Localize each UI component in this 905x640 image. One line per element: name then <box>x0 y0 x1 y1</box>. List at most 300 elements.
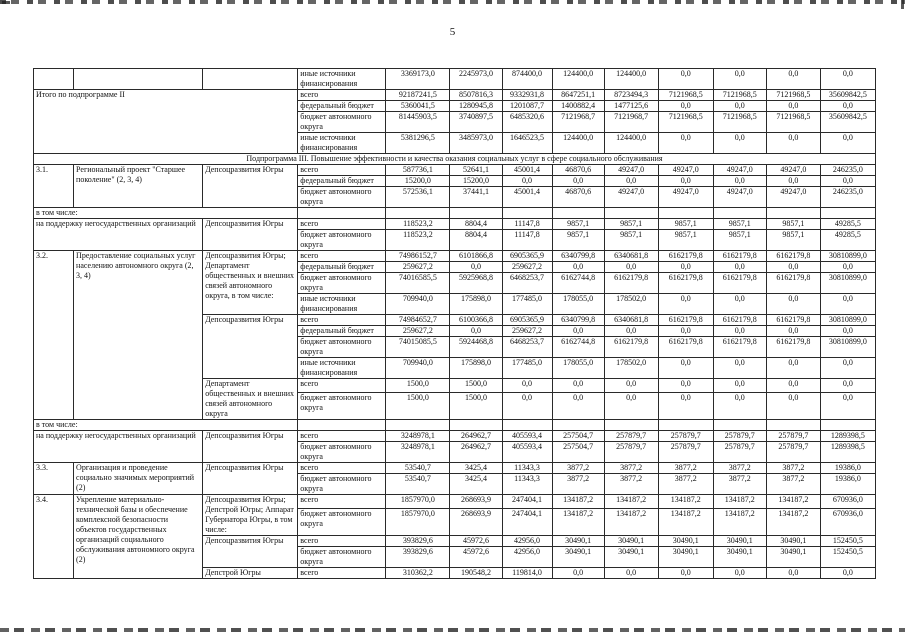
funding-source-cell: всего <box>298 431 386 442</box>
value-cell: 572536,1 <box>386 187 450 208</box>
value-cell: 0,0 <box>713 393 766 420</box>
value-cell: 3877,2 <box>713 474 766 495</box>
page-number: 5 <box>449 26 456 38</box>
value-cell: 81445903,5 <box>386 112 450 133</box>
value-cell: 124400,0 <box>604 69 658 90</box>
value-cell: 178502,0 <box>604 294 658 315</box>
executor-cell: Депсоцразвития Югры <box>203 219 298 251</box>
value-cell: 1477125,6 <box>604 101 658 112</box>
table-row <box>34 463 876 474</box>
value-cell: 6162179,8 <box>766 251 820 262</box>
value-cell <box>386 208 450 219</box>
value-cell: 49247,0 <box>604 165 658 176</box>
value-cell <box>450 208 502 219</box>
value-cell: 124400,0 <box>604 133 658 154</box>
value-cell: 1500,0 <box>386 379 450 393</box>
value-cell <box>552 208 604 219</box>
value-cell: 30490,1 <box>713 547 766 568</box>
value-cell: 0,0 <box>766 358 820 379</box>
value-cell <box>713 208 766 219</box>
value-cell: 0,0 <box>713 176 766 187</box>
value-cell: 6468253,7 <box>502 337 552 358</box>
value-cell: 1400882,4 <box>552 101 604 112</box>
total-label-cell: Итого по подпрограмме II <box>34 90 298 154</box>
value-cell: 310362,2 <box>386 568 450 579</box>
funding-source-cell: всего <box>298 568 386 579</box>
value-cell: 0,0 <box>604 568 658 579</box>
value-cell: 9857,1 <box>552 219 604 230</box>
value-cell: 3877,2 <box>604 474 658 495</box>
value-cell: 0,0 <box>552 568 604 579</box>
value-cell: 45001,4 <box>502 187 552 208</box>
subtotal-label-cell: в том числе: <box>34 208 298 219</box>
value-cell: 0,0 <box>658 101 713 112</box>
value-cell: 0,0 <box>604 379 658 393</box>
executor-cell: Депсоцразвития Югры <box>203 536 298 568</box>
value-cell: 0,0 <box>820 393 875 420</box>
value-cell: 9332931,8 <box>502 90 552 101</box>
value-cell: 1289398,5 <box>820 442 875 463</box>
value-cell: 0,0 <box>552 393 604 420</box>
value-cell: 670936,0 <box>820 495 875 509</box>
value-cell: 0,0 <box>766 568 820 579</box>
table-row <box>34 495 876 509</box>
value-cell: 134187,2 <box>552 509 604 536</box>
scan-noise-corner-mark <box>2 1 10 4</box>
value-cell: 53540,7 <box>386 474 450 495</box>
value-cell: 6162179,8 <box>604 273 658 294</box>
value-cell: 1280945,8 <box>450 101 502 112</box>
value-cell: 9857,1 <box>658 219 713 230</box>
value-cell: 9857,1 <box>604 230 658 251</box>
value-cell: 0,0 <box>604 393 658 420</box>
value-cell: 7121968,7 <box>552 112 604 133</box>
value-cell: 7121968,5 <box>766 90 820 101</box>
value-cell: 9857,1 <box>766 219 820 230</box>
value-cell: 0,0 <box>604 326 658 337</box>
value-cell: 134187,2 <box>713 509 766 536</box>
value-cell: 30490,1 <box>604 536 658 547</box>
value-cell: 45972,6 <box>450 547 502 568</box>
value-cell <box>604 420 658 431</box>
scan-noise-bottom-edge <box>0 628 905 632</box>
value-cell: 0,0 <box>820 326 875 337</box>
value-cell: 259627,2 <box>386 262 450 273</box>
value-cell: 49247,0 <box>766 187 820 208</box>
value-cell: 5924468,8 <box>450 337 502 358</box>
value-cell: 9857,1 <box>766 230 820 251</box>
value-cell: 30490,1 <box>658 547 713 568</box>
funding-source-cell: иные источники финансирования <box>298 358 386 379</box>
value-cell: 74986152,7 <box>386 251 450 262</box>
value-cell <box>552 420 604 431</box>
value-cell: 6162744,8 <box>552 337 604 358</box>
value-cell: 0,0 <box>713 69 766 90</box>
value-cell: 1500,0 <box>450 379 502 393</box>
value-cell: 6162179,8 <box>713 337 766 358</box>
value-cell: 393829,6 <box>386 536 450 547</box>
value-cell: 8804,4 <box>450 230 502 251</box>
value-cell: 134187,2 <box>658 495 713 509</box>
value-cell: 1289398,5 <box>820 431 875 442</box>
value-cell: 0,0 <box>766 262 820 273</box>
value-cell: 0,0 <box>713 379 766 393</box>
funding-source-cell: всего <box>298 165 386 176</box>
value-cell: 30490,1 <box>604 547 658 568</box>
value-cell: 15200,0 <box>386 176 450 187</box>
value-cell: 74984652,7 <box>386 315 450 326</box>
value-cell: 0,0 <box>552 326 604 337</box>
value-cell: 124400,0 <box>552 133 604 154</box>
value-cell: 257879,7 <box>766 431 820 442</box>
value-cell: 134187,2 <box>658 509 713 536</box>
value-cell: 119814,0 <box>502 568 552 579</box>
value-cell: 49285,5 <box>820 230 875 251</box>
value-cell: 35609842,5 <box>820 112 875 133</box>
value-cell: 1646523,5 <box>502 133 552 154</box>
value-cell: 74015085,5 <box>386 337 450 358</box>
value-cell: 3877,2 <box>766 474 820 495</box>
value-cell: 6485320,6 <box>502 112 552 133</box>
table-row <box>34 208 876 219</box>
value-cell: 49247,0 <box>766 165 820 176</box>
funding-source-cell: всего <box>298 219 386 230</box>
value-cell: 118523,2 <box>386 219 450 230</box>
value-cell: 0,0 <box>658 393 713 420</box>
funding-source-cell: бюджет автономного округа <box>298 393 386 420</box>
value-cell <box>713 420 766 431</box>
value-cell: 257879,7 <box>766 442 820 463</box>
value-cell: 7121968,5 <box>713 90 766 101</box>
value-cell <box>658 420 713 431</box>
activity-name-cell: Региональный проект "Старшее поколение" (2, 3, 4) <box>74 165 203 208</box>
value-cell: 1201087,7 <box>502 101 552 112</box>
value-cell: 152450,5 <box>820 547 875 568</box>
value-cell: 3248978,1 <box>386 431 450 442</box>
value-cell: 177485,0 <box>502 294 552 315</box>
value-cell: 6101866,8 <box>450 251 502 262</box>
value-cell: 30810899,0 <box>820 337 875 358</box>
value-cell: 0,0 <box>820 133 875 154</box>
executor-cell: Департамент общественных и внешних связей автономного округа <box>203 379 298 420</box>
funding-source-cell: всего <box>298 251 386 262</box>
value-cell: 30810899,0 <box>820 315 875 326</box>
value-cell <box>604 208 658 219</box>
scan-noise-top-edge <box>0 0 905 4</box>
value-cell: 30490,1 <box>766 536 820 547</box>
value-cell: 9857,1 <box>552 230 604 251</box>
value-cell: 0,0 <box>766 379 820 393</box>
value-cell: 0,0 <box>658 379 713 393</box>
row-number-cell: 3.1. <box>34 165 74 208</box>
value-cell: 0,0 <box>820 176 875 187</box>
value-cell: 0,0 <box>820 379 875 393</box>
value-cell: 6162179,8 <box>766 315 820 326</box>
value-cell: 0,0 <box>820 358 875 379</box>
value-cell: 5925968,8 <box>450 273 502 294</box>
value-cell: 0,0 <box>820 101 875 112</box>
value-cell <box>502 208 552 219</box>
value-cell: 264962,7 <box>450 442 502 463</box>
value-cell: 7121968,7 <box>604 112 658 133</box>
value-cell: 0,0 <box>604 176 658 187</box>
value-cell: 587736,1 <box>386 165 450 176</box>
funding-source-cell: всего <box>298 315 386 326</box>
value-cell: 42956,0 <box>502 536 552 547</box>
value-cell: 0,0 <box>820 69 875 90</box>
funding-source-cell <box>298 208 386 219</box>
value-cell: 124400,0 <box>552 69 604 90</box>
value-cell: 6162179,8 <box>658 251 713 262</box>
subtotal-label-cell: на поддержку негосударственных организаций <box>34 431 203 463</box>
value-cell: 19386,0 <box>820 463 875 474</box>
value-cell: 3877,2 <box>713 463 766 474</box>
value-cell: 3425,4 <box>450 463 502 474</box>
value-cell: 0,0 <box>658 568 713 579</box>
value-cell: 11343,3 <box>502 463 552 474</box>
value-cell: 6162179,8 <box>658 315 713 326</box>
value-cell: 259627,2 <box>502 326 552 337</box>
activity-name-cell: Укрепление материально-технической базы и обеспечение комплексной безопасности объектов государственных организаций социального обслуживания автономного округа (2) <box>74 495 203 579</box>
value-cell: 30490,1 <box>552 547 604 568</box>
value-cell: 1500,0 <box>450 393 502 420</box>
value-cell: 6340681,8 <box>604 315 658 326</box>
value-cell <box>658 208 713 219</box>
value-cell: 0,0 <box>766 133 820 154</box>
funding-source-cell: бюджет автономного округа <box>298 112 386 133</box>
table-row <box>34 420 876 431</box>
value-cell: 7121968,5 <box>766 112 820 133</box>
value-cell: 134187,2 <box>604 495 658 509</box>
value-cell: 0,0 <box>658 326 713 337</box>
value-cell: 49247,0 <box>713 187 766 208</box>
value-cell: 52641,1 <box>450 165 502 176</box>
activity-name-cell: Предоставление социальных услуг населению автономного округа (2, 3, 4) <box>74 251 203 420</box>
value-cell: 0,0 <box>604 262 658 273</box>
value-cell: 6905365,9 <box>502 315 552 326</box>
scan-noise-corner-mark <box>901 0 904 9</box>
funding-source-cell: бюджет автономного округа <box>298 547 386 568</box>
funding-source-cell: всего <box>298 463 386 474</box>
value-cell: 257879,7 <box>604 442 658 463</box>
executor-cell: Депсоцразвития Югры <box>203 463 298 495</box>
funding-source-cell <box>298 420 386 431</box>
funding-source-cell: бюджет автономного округа <box>298 337 386 358</box>
value-cell <box>766 420 820 431</box>
value-cell: 3877,2 <box>552 463 604 474</box>
row-number-cell <box>34 69 74 90</box>
funding-source-cell: федеральный бюджет <box>298 326 386 337</box>
value-cell: 134187,2 <box>766 495 820 509</box>
value-cell: 53540,7 <box>386 463 450 474</box>
value-cell: 246235,0 <box>820 165 875 176</box>
value-cell: 134187,2 <box>766 509 820 536</box>
value-cell: 1857970,0 <box>386 495 450 509</box>
value-cell: 8507816,3 <box>450 90 502 101</box>
value-cell: 11147,8 <box>502 230 552 251</box>
value-cell: 264962,7 <box>450 431 502 442</box>
funding-source-cell: бюджет автономного округа <box>298 474 386 495</box>
value-cell: 0,0 <box>713 262 766 273</box>
executor-cell: Депсоцразвития Югры <box>203 165 298 208</box>
table-row <box>34 251 876 262</box>
section-header-cell: Подпрограмма III. Повышение эффективности и качества оказания социальных услуг в сфере социального обслуживания <box>34 154 876 165</box>
value-cell: 3877,2 <box>766 463 820 474</box>
table-row <box>34 154 876 165</box>
activity-name-cell <box>74 69 203 90</box>
value-cell: 0,0 <box>658 358 713 379</box>
budget-table-body <box>34 69 876 579</box>
value-cell: 0,0 <box>502 176 552 187</box>
funding-source-cell: федеральный бюджет <box>298 262 386 273</box>
funding-source-cell: бюджет автономного округа <box>298 187 386 208</box>
value-cell: 35609842,5 <box>820 90 875 101</box>
value-cell: 268693,9 <box>450 495 502 509</box>
value-cell: 8647251,1 <box>552 90 604 101</box>
value-cell: 0,0 <box>766 176 820 187</box>
value-cell: 6162744,8 <box>552 273 604 294</box>
executor-cell: Депсоцразвития Югры; Депстрой Югры; Аппарат Губернатора Югры, в том числе: <box>203 495 298 536</box>
value-cell: 5360041,5 <box>386 101 450 112</box>
executor-cell: Депсоцразвития Югры <box>203 315 298 379</box>
value-cell: 0,0 <box>450 326 502 337</box>
executor-cell: Депстрой Югры <box>203 568 298 579</box>
row-number-cell: 3.3. <box>34 463 74 495</box>
value-cell: 268693,9 <box>450 509 502 536</box>
value-cell: 247404,1 <box>502 509 552 536</box>
value-cell: 6162179,8 <box>658 273 713 294</box>
value-cell: 6162179,8 <box>766 273 820 294</box>
value-cell: 3485973,0 <box>450 133 502 154</box>
value-cell: 405593,4 <box>502 431 552 442</box>
funding-source-cell: всего <box>298 536 386 547</box>
value-cell: 6340681,8 <box>604 251 658 262</box>
value-cell: 134187,2 <box>604 509 658 536</box>
value-cell: 709940,0 <box>386 294 450 315</box>
activity-name-cell: Организация и проведение социально значимых мероприятий (2) <box>74 463 203 495</box>
value-cell: 0,0 <box>766 101 820 112</box>
value-cell: 0,0 <box>766 393 820 420</box>
value-cell: 5381296,5 <box>386 133 450 154</box>
value-cell: 49247,0 <box>658 165 713 176</box>
value-cell: 0,0 <box>820 568 875 579</box>
value-cell: 30490,1 <box>766 547 820 568</box>
value-cell <box>502 420 552 431</box>
value-cell: 15200,0 <box>450 176 502 187</box>
funding-source-cell: бюджет автономного округа <box>298 273 386 294</box>
value-cell: 37441,1 <box>450 187 502 208</box>
value-cell: 49247,0 <box>604 187 658 208</box>
value-cell: 0,0 <box>766 69 820 90</box>
value-cell: 405593,4 <box>502 442 552 463</box>
value-cell: 709940,0 <box>386 358 450 379</box>
value-cell: 49247,0 <box>713 165 766 176</box>
subtotal-label-cell: в том числе: <box>34 420 298 431</box>
value-cell: 175898,0 <box>450 358 502 379</box>
value-cell: 6162179,8 <box>604 337 658 358</box>
value-cell: 190548,2 <box>450 568 502 579</box>
value-cell: 9857,1 <box>713 219 766 230</box>
executor-cell: Депсоцразвития Югры; Департамент общественных и внешних связей автономного округа, в том числе: <box>203 251 298 315</box>
value-cell: 257879,7 <box>713 431 766 442</box>
value-cell: 0,0 <box>552 262 604 273</box>
value-cell: 259627,2 <box>502 262 552 273</box>
value-cell: 6340799,8 <box>552 251 604 262</box>
row-number-cell: 3.4. <box>34 495 74 579</box>
value-cell <box>820 208 875 219</box>
value-cell: 178055,0 <box>552 294 604 315</box>
value-cell: 0,0 <box>820 294 875 315</box>
value-cell: 0,0 <box>766 294 820 315</box>
budget-table <box>33 68 876 579</box>
value-cell <box>820 420 875 431</box>
value-cell: 118523,2 <box>386 230 450 251</box>
value-cell: 3740897,5 <box>450 112 502 133</box>
value-cell: 0,0 <box>552 176 604 187</box>
executor-cell: Депсоцразвития Югры <box>203 431 298 463</box>
value-cell: 0,0 <box>713 294 766 315</box>
funding-source-cell: иные источники финансирования <box>298 133 386 154</box>
value-cell: 0,0 <box>658 133 713 154</box>
value-cell: 0,0 <box>713 133 766 154</box>
value-cell: 177485,0 <box>502 358 552 379</box>
table-row <box>34 69 876 90</box>
value-cell: 0,0 <box>658 262 713 273</box>
value-cell: 0,0 <box>658 69 713 90</box>
funding-source-cell: иные источники финансирования <box>298 69 386 90</box>
value-cell: 246235,0 <box>820 187 875 208</box>
value-cell: 42956,0 <box>502 547 552 568</box>
funding-source-cell: иные источники финансирования <box>298 294 386 315</box>
value-cell: 1500,0 <box>386 393 450 420</box>
value-cell: 0,0 <box>820 262 875 273</box>
value-cell: 45001,4 <box>502 165 552 176</box>
value-cell: 3425,4 <box>450 474 502 495</box>
value-cell: 92187241,5 <box>386 90 450 101</box>
value-cell: 9857,1 <box>658 230 713 251</box>
value-cell: 0,0 <box>502 393 552 420</box>
value-cell: 3877,2 <box>604 463 658 474</box>
value-cell: 257879,7 <box>658 442 713 463</box>
value-cell: 3369173,0 <box>386 69 450 90</box>
value-cell: 670936,0 <box>820 509 875 536</box>
value-cell: 0,0 <box>552 379 604 393</box>
value-cell: 6162179,8 <box>713 251 766 262</box>
value-cell: 30490,1 <box>713 536 766 547</box>
value-cell: 8723494,3 <box>604 90 658 101</box>
value-cell: 257504,7 <box>552 442 604 463</box>
value-cell: 74016585,5 <box>386 273 450 294</box>
value-cell: 30490,1 <box>552 536 604 547</box>
funding-source-cell: всего <box>298 495 386 509</box>
value-cell: 0,0 <box>766 326 820 337</box>
value-cell: 257879,7 <box>713 442 766 463</box>
value-cell: 0,0 <box>658 176 713 187</box>
value-cell: 2245973,0 <box>450 69 502 90</box>
value-cell: 1857970,0 <box>386 509 450 536</box>
value-cell: 11147,8 <box>502 219 552 230</box>
value-cell: 3877,2 <box>552 474 604 495</box>
value-cell: 257879,7 <box>658 431 713 442</box>
value-cell <box>386 420 450 431</box>
funding-source-cell: федеральный бюджет <box>298 101 386 112</box>
value-cell: 0,0 <box>713 358 766 379</box>
subtotal-label-cell: на поддержку негосударственных организаций <box>34 219 203 251</box>
value-cell: 19386,0 <box>820 474 875 495</box>
value-cell: 0,0 <box>658 294 713 315</box>
value-cell: 30810899,0 <box>820 251 875 262</box>
value-cell: 49247,0 <box>658 187 713 208</box>
